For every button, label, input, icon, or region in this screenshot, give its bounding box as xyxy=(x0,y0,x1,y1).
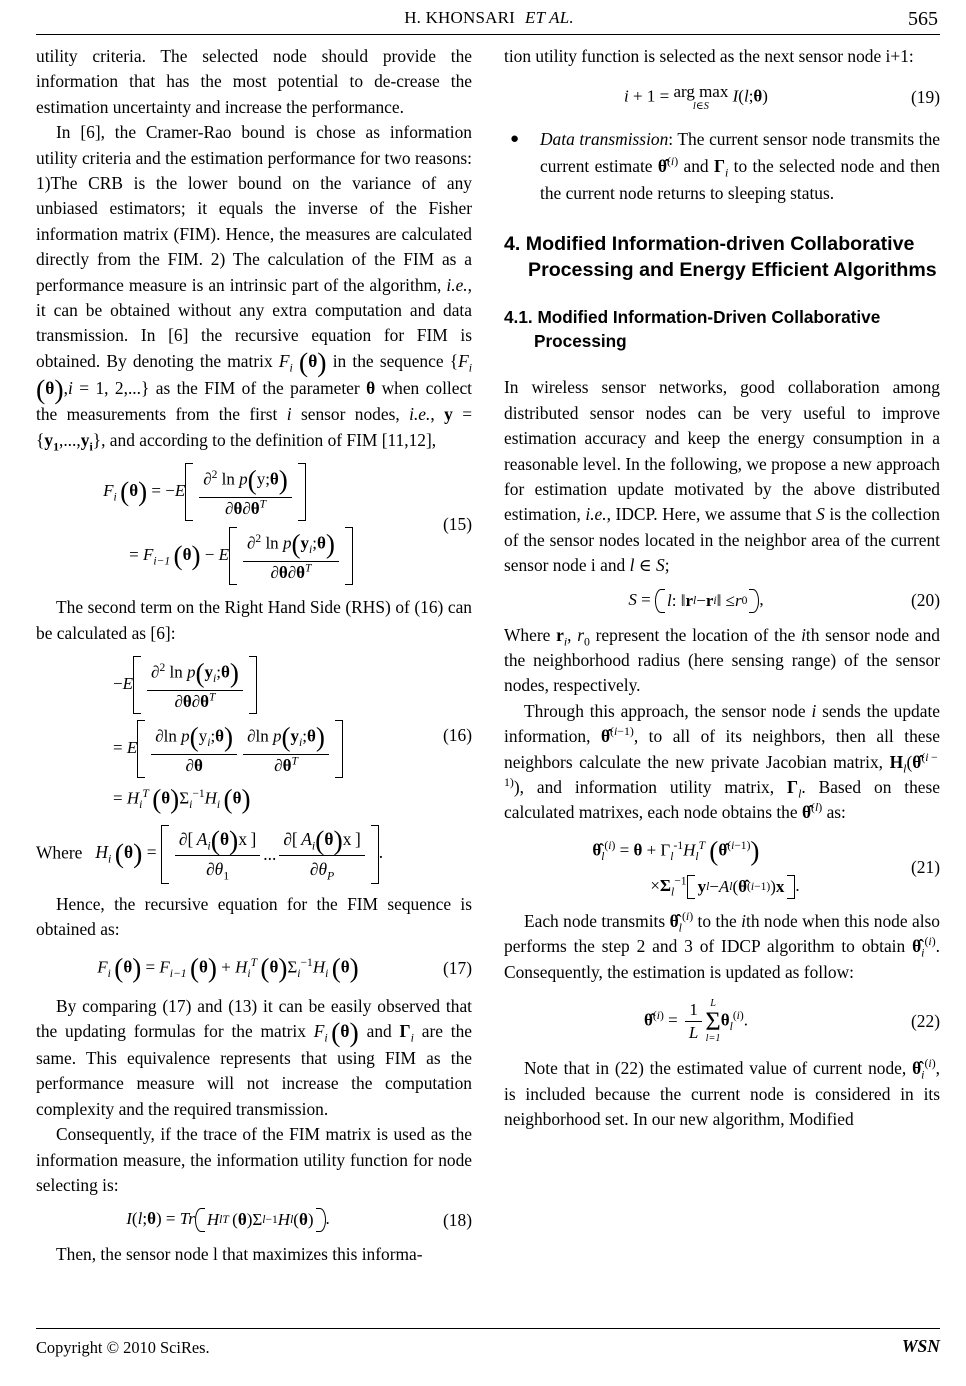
equation-19 xyxy=(504,83,940,112)
text-run: to the xyxy=(693,910,742,931)
inline-math-r-0: $r_0$ xyxy=(577,624,590,649)
text-run: : The current sensor node transmits the current estimate xyxy=(540,129,940,177)
text-run: ; xyxy=(664,555,670,576)
equation-19-body: i + 1 = arg max l∈S I(l;θ) xyxy=(624,82,768,113)
text-run: , xyxy=(567,624,578,645)
inline-math-Hi-definition: $H_i$ (θ) = $\frac{\partial[ A_i(\theta)x ]}{\partial\theta_1}$ ... $\frac{\partial[ A_i(\theta)x ]}{\partial\theta_P}$ . xyxy=(95,825,384,883)
equation-17-body: $F_i$ $(\theta) = F_{i-1}$ $(\theta) + H_i^T$ $(\theta)\Sigma_i^{-1}H_i$ (θ) xyxy=(97,952,359,983)
equation-22 xyxy=(504,999,940,1044)
text-run: In [6], the Cramer-Rao bound is chose as information utility criteria and the estimation performance for two reasons: 1)The CRB is the lower bound on the variance of any unbiased estimators; it equals the inverse of the Fisher information matrix (FIM). Hence, the measures are calculated directly from the FIM. 2) The calculation of the FIM as a performance measure is an intrinsic part of the algorithm, xyxy=(36,122,472,295)
text-run: is the collection of the sensor nodes located in the neighbor area of the current sensor node i and xyxy=(504,504,940,576)
text-run: sensor nodes, xyxy=(291,404,410,425)
equation-18 xyxy=(36,1208,472,1232)
paragraph: tion utility function is selected as the next sensor node i+1: xyxy=(504,46,914,66)
where-definition-line xyxy=(36,825,472,884)
text-run: Note that in (22) the estimated value of current node, xyxy=(524,1058,913,1079)
equation-19-number: (19) xyxy=(911,87,940,108)
section-heading-4-1: 4.1. Modified Information-Driven Collaborative Processing xyxy=(504,307,881,352)
equation-16 xyxy=(36,656,472,815)
equation-18-body: I(l;θ) = Tr H l T ( θ )Σ l −1 H l ( θ ) . xyxy=(36,1208,420,1232)
body-columns xyxy=(36,44,940,1268)
equation-21 xyxy=(504,836,940,899)
inline-math-Fi-theta: $F_i$ (θ) xyxy=(278,347,327,379)
text-run-italic: i xyxy=(741,910,746,931)
inline-math-S: S xyxy=(816,504,825,525)
footer-rule xyxy=(36,1328,940,1329)
journal-abbreviation: WSN xyxy=(901,1336,940,1356)
inline-math-r-i: $r_i$ xyxy=(556,624,568,649)
paragraph xyxy=(36,120,472,453)
list-item-title: Data transmission xyxy=(540,129,669,150)
text-run: th node when this node also performs the step 2 and 3 of IDCP algorithm to obtain xyxy=(504,910,940,957)
text-run: when collect the measurements from the first xyxy=(36,377,472,425)
inline-math-theta: θ xyxy=(366,377,376,398)
paragraph xyxy=(504,699,940,826)
text-run-italic: i.e. xyxy=(409,404,431,425)
text-run: as: xyxy=(822,802,846,823)
text-run-italic: i xyxy=(801,624,806,645)
inline-math-l-in-S: l ∈ S xyxy=(629,555,665,576)
header-rule xyxy=(36,34,940,35)
inline-math-Gamma-i: $\Gamma_i$ xyxy=(399,1021,414,1045)
running-head-etal: ET AL. xyxy=(525,8,574,27)
text-run: , to all of its neighbors, then all these neighbors calculate the new private Jacobian matrix, xyxy=(504,726,940,772)
paragraph xyxy=(504,1056,940,1132)
running-head-authors: H. KHONSARI xyxy=(404,8,516,27)
text-run: and xyxy=(358,1021,400,1042)
inline-math-Gamma-l: $\Gamma_l$ xyxy=(786,777,802,801)
text-run: and xyxy=(678,156,714,177)
text-run: th sensor node and the neighborhood radius (here sensing range) of the sensor nodes, respectively. xyxy=(504,624,940,696)
equation-18-number: (18) xyxy=(443,1209,472,1230)
inline-math-theta-hat-i-sub-2: $\thetâ_i^{(i)}$ xyxy=(912,1056,936,1082)
inline-math-theta-hat-i: θ̂$^{(i)}$ xyxy=(657,154,679,177)
inline-math-Gamma-i-2: $\Gamma_i$ xyxy=(713,156,729,180)
right-column xyxy=(504,44,940,1268)
inline-math-Fi-theta-2: $F_i$ (θ) xyxy=(313,1017,359,1049)
inline-math-i: i xyxy=(286,404,292,425)
text-run: , and information utility matrix, xyxy=(519,777,787,797)
text-run: sends the update information, xyxy=(504,700,940,747)
inline-math-theta-hat-i-sub: $\thetâ_i^{(i)}$ xyxy=(912,934,936,960)
paragraph: Then, the sensor node l that maximizes this informa- xyxy=(56,1244,423,1265)
text-run: are the same. This equivalence represents that using FIM as the performance measure will not increase the computation complexity and the required transmission. xyxy=(36,1021,473,1119)
paragraph: utility criteria. The selected node should provide the information that has the most potential to de-crease the estimation uncertainty and increase the performance. xyxy=(36,46,472,117)
where-label: Where xyxy=(36,842,83,863)
text-run: Through this approach, the sensor node xyxy=(524,700,812,721)
page-number: 565 xyxy=(908,8,938,30)
section-heading-4: 4. Modified Information-driven Collaborative Processing and Energy Efficient Algorithms xyxy=(504,233,937,282)
equation-20 xyxy=(504,589,940,613)
text-run: , xyxy=(430,404,445,425)
text-run: Where xyxy=(504,624,557,645)
text-run: In wireless sensor networks, good collaboration among distributed sensor nodes can be very useful to improve estimation accuracy and keep the energy consumption in a reasonable level. In the following, we propose a new approach for estimation update motivated by the above distributed estimation, xyxy=(504,377,940,525)
paragraph xyxy=(504,909,940,985)
inline-math-y-set: $y = \{y_1,...,y_i\}$ xyxy=(36,404,473,454)
paragraph: The second term on the Right Hand Side (RHS) of (16) can be calculated as [6]: xyxy=(36,597,472,643)
inline-math-i-2: i xyxy=(811,700,817,721)
equation-22-number: (22) xyxy=(911,1011,940,1032)
page-footer xyxy=(36,1336,940,1362)
text-run: . Based on these calculated matrixes, each node obtains the xyxy=(504,777,941,823)
equation-20-body: S = l : ‖ r l − r i ‖ ≤ r 0 , xyxy=(504,589,888,613)
equation-21-body: $\thetâ_l^{(i)} = \theta + \Gamma_l^{-1}H_l^T$ (θ̂$^{(i-1)}$) $\times\Sigma_l^{-1}$ y l − A l ( θ̂ (i−1) ) x . xyxy=(592,835,800,899)
equation-15-body: $F_i$ (θ) = −E $\frac{\partial^2 \ln p(y;\theta)}{\partial\theta\partial\theta^T}$ = $F_{i-1}$ (θ) − E $\frac{\partial^2 \ln p(y_i;\theta)}{\partial\theta\partial\theta^T}$ xyxy=(36,463,420,585)
text-run: By comparing (17) and (13) it can be easily observed that the updating formulas for the matrix xyxy=(36,995,472,1042)
copyright-notice: Copyright © 2010 SciRes. xyxy=(36,1338,210,1357)
text-run: as the FIM of the parameter xyxy=(149,377,367,398)
equation-16-body: −E $\frac{\partial^2 \ln p(y_i;\theta)}{\partial\theta\partial\theta^T}$ = E $\frac{\partial\ln p(y_i;\theta)}{\partial\theta}$ $\frac{\partial\ln p(y_i;\theta)}{\partial\theta^T}$ = $H_i^T$ $(\theta)\Sigma_i^{-1}H_i$ (θ) xyxy=(36,656,420,815)
equation-17 xyxy=(36,953,472,984)
text-run: Each node transmits xyxy=(524,910,670,931)
equation-15 xyxy=(36,463,472,585)
equation-20-number: (20) xyxy=(911,590,940,611)
text-run: to the selected node and then the current node returns to sleeping status. xyxy=(540,156,940,204)
inline-math-H-l-theta-hat: $H_l(\thetâ^{(i - 1)})$ xyxy=(504,749,940,797)
list-item-text xyxy=(540,126,940,207)
equation-15-number: (15) xyxy=(443,513,472,534)
text-run: represent the location of the xyxy=(589,624,802,645)
text-run: in the sequence xyxy=(326,350,450,371)
equation-21-number: (21) xyxy=(911,856,940,877)
text-run: . Consequently, the estimation is updated as follow: xyxy=(504,936,940,982)
text-run-italic: i.e. xyxy=(585,504,607,525)
equation-16-number: (16) xyxy=(443,724,472,745)
paragraph xyxy=(36,994,472,1122)
paragraph xyxy=(504,623,940,699)
list-item xyxy=(504,126,940,207)
paragraph: Consequently, if the trace of the FIM matrix is used as the information measure, the information utility function for node selecting is: xyxy=(36,1124,472,1195)
inline-math-theta-hat-l: θ̂$^{(l)}$ xyxy=(801,800,823,823)
text-run: , it can be obtained without any extra computation and data transmission. In [6] the recursive equation for FIM is obtained. By denoting the matrix xyxy=(36,274,472,371)
bullet-icon: ● xyxy=(510,131,520,148)
running-head xyxy=(40,8,938,34)
equation-22-body: θ̂$^{(i)}$ = $\frac{1}{L}$ L Σ l=1 $\theta_l^{(i)}$. xyxy=(644,998,748,1045)
inline-math-theta-hat-i-minus-1: θ̂$^{(i-1)}$ xyxy=(600,724,634,747)
equation-17-number: (17) xyxy=(443,957,472,978)
running-head-title xyxy=(40,8,938,28)
text-run-italic: i.e. xyxy=(446,274,468,295)
paragraph xyxy=(504,375,940,578)
text-run: , IDCP. Here, we assume that xyxy=(606,504,817,525)
text-run: , and according to the definition of FIM [11,12], xyxy=(101,429,437,450)
text-run: , is included because the current node is considered in its neighborhood set. In our new algorithm, Modified xyxy=(504,1058,940,1130)
inline-math-theta-hat-l-i: $\thetâ_l^{(i)}$ xyxy=(669,909,694,935)
inline-math-sequence-set: {$F_i$ (θ),i = 1, 2,...} xyxy=(36,350,472,405)
left-column xyxy=(36,44,472,1268)
paragraph: Hence, the recursive equation for the FIM sequence is obtained as: xyxy=(36,894,472,940)
